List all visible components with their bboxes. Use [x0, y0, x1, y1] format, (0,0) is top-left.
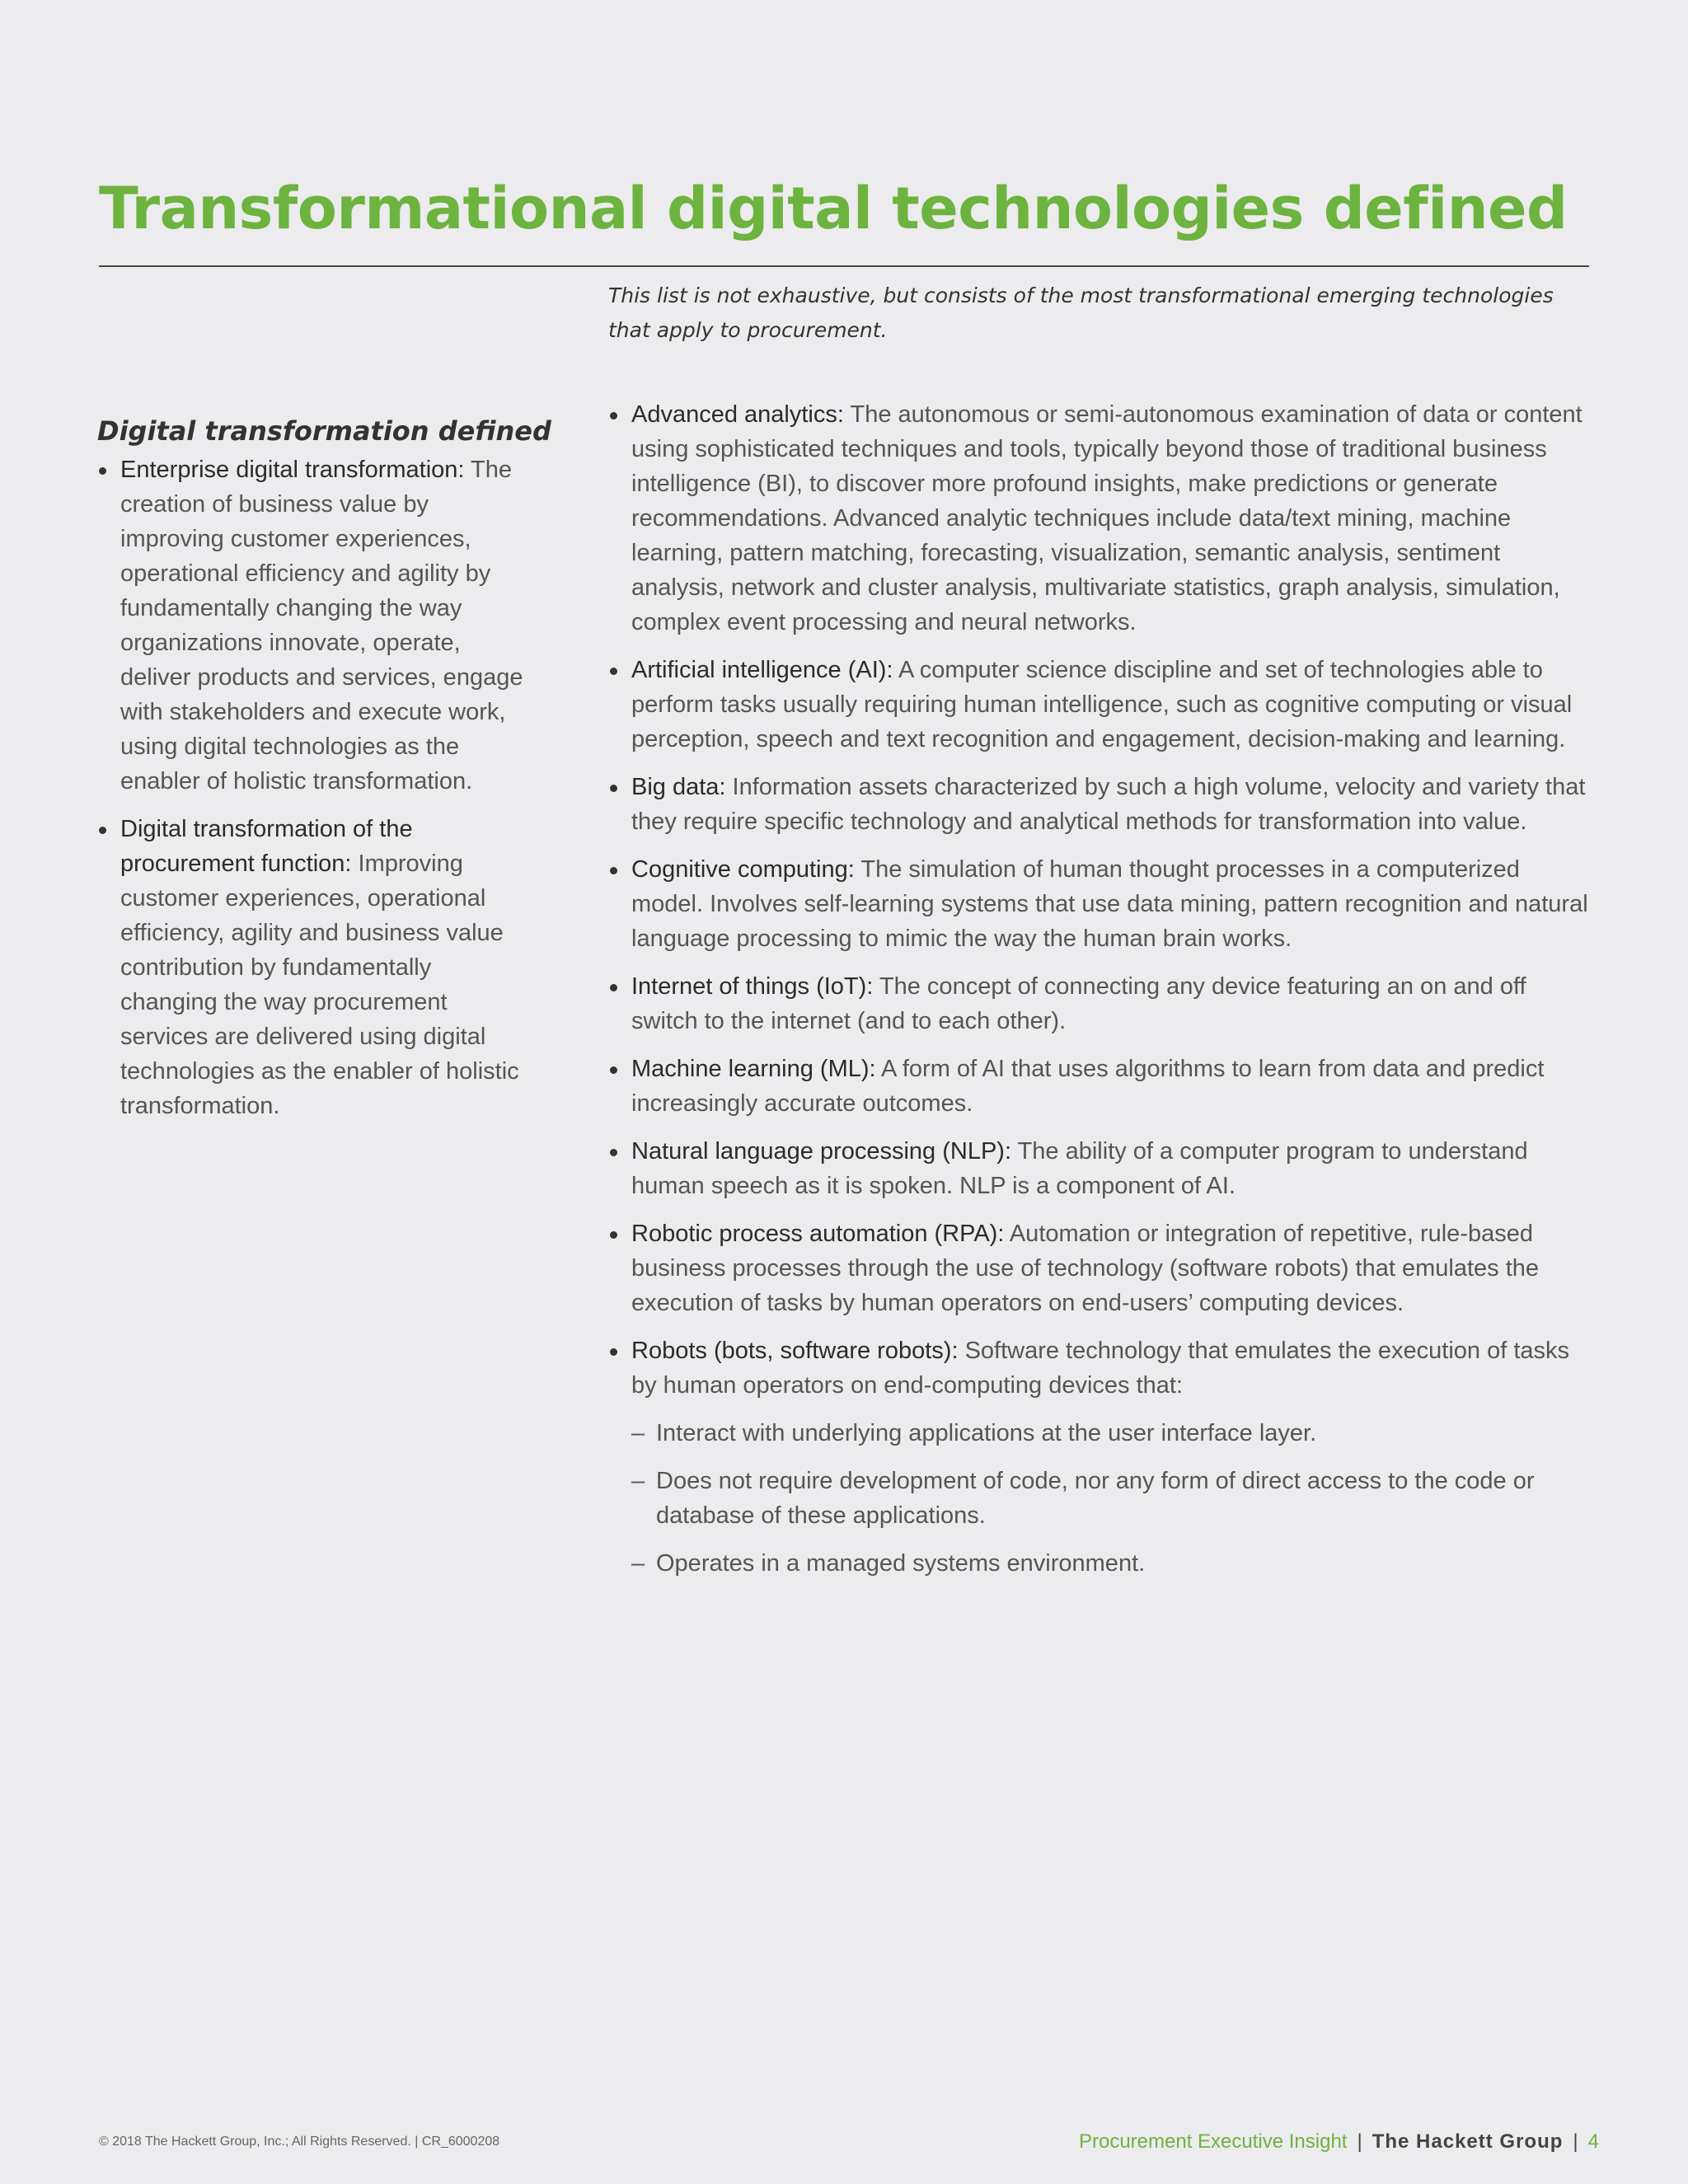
technology-term: Robotic process automation (RPA): [631, 1221, 1005, 1247]
technology-item-iot [608, 969, 1589, 1038]
definition-item-procurement [97, 812, 526, 1123]
technology-text: The concept of connecting any device featuring an on and off switch to the internet (and to each other). [631, 973, 1526, 1034]
sublist-item: – Does not require development of code, nor any form of direct access to the code or database of these applications. [631, 1464, 1589, 1533]
page-footer [1079, 2130, 1599, 2154]
definition-term: Digital transformation of the procurement function: [120, 816, 413, 877]
page-title: Transformational digital technologies defined [99, 175, 1568, 242]
technology-item-nlp [608, 1134, 1589, 1203]
technology-item-big-data [608, 770, 1589, 839]
page-number: 4 [1587, 2130, 1599, 2153]
footer-separator: | [1573, 2130, 1578, 2153]
technology-term: Artificial intelligence (AI): [631, 657, 893, 683]
sublist-item: – Operates in a managed systems environment. [631, 1546, 1589, 1581]
footer-separator: | [1357, 2130, 1362, 2153]
technology-term: Cognitive computing: [631, 856, 855, 883]
intro-note: This list is not exhaustive, but consists of the most transformational emerging technologies that apply to procurement. [608, 284, 1554, 342]
technology-text: The ability of a computer program to understand human speech as it is spoken. NLP is a component of AI. [631, 1138, 1528, 1199]
technology-text: The simulation of human thought processes in a computerized model. Involves self-learning systems that use data mining, pattern recognition and natural language processing to mimic the way the human brain works. [631, 856, 1588, 952]
technology-term: Advanced analytics: [631, 401, 844, 428]
technology-term: Machine learning (ML): [631, 1056, 876, 1082]
robots-sublist [631, 1416, 1589, 1581]
definition-term: Enterprise digital transformation: [120, 457, 465, 483]
technology-text: A computer science discipline and set of technologies able to perform tasks usually requiring human intelligence, such as cognitive computing or visual perception, speech and text recognition and engagement, decision-making and learning. [631, 657, 1573, 752]
technology-item-rpa [608, 1216, 1589, 1320]
technology-text: Software technology that emulates the execution of tasks by human operators on end-computing devices that: [631, 1338, 1570, 1399]
technology-text: A form of AI that uses algorithms to learn from data and predict increasingly accurate outcomes. [631, 1056, 1545, 1117]
title-divider [99, 265, 1589, 267]
company-name: The Hackett Group [1372, 2130, 1564, 2153]
technology-text: The autonomous or semi-autonomous examination of data or content using sophisticated techniques and tools, typically beyond those of traditional business intelligence (BI), to discover more profound insights, make predictions or generate recommendations. Advanced analytic techniques include data/text mining, machine learning, pattern matching, forecasting, visualization, semantic analysis, sentiment analysis, network and cluster analysis, multivariate statistics, graph analysis, simulation, complex event processing and neural networks. [631, 401, 1582, 635]
technology-text: Automation or integration of repetitive, rule-based business processes through the use of technology (software robots) that emulates the execution of tasks by human operators on end-users’ computing devices. [631, 1221, 1540, 1316]
definition-item-enterprise [97, 452, 526, 799]
sublist-item: – Interact with underlying applications at the user interface layer. [631, 1416, 1589, 1451]
technology-term: Natural language processing (NLP): [631, 1138, 1012, 1165]
technology-text: Information assets characterized by such a high volume, velocity and variety that they require specific technology and analytical methods for transformation into value. [631, 774, 1586, 835]
technology-item-machine-learning [608, 1052, 1589, 1121]
technology-definitions [608, 397, 1589, 1594]
copyright-notice: © 2018 The Hackett Group, Inc.; All Rights Reserved. | CR_6000208 [99, 2135, 500, 2149]
technology-term: Robots (bots, software robots): [631, 1338, 959, 1364]
technology-term: Internet of things (IoT): [631, 973, 874, 1000]
definition-text: The creation of business value by improving customer experiences, operational efficiency and agility by fundamentally changing the way organizations innovate, operate, deliver products and services, engage with stakeholders and execute work, using digital technologies as the enabler of holistic transformation. [120, 457, 523, 794]
technology-item-advanced-analytics [608, 397, 1589, 640]
technology-item-ai [608, 653, 1589, 757]
technology-list [608, 397, 1589, 1581]
publication-name: Procurement Executive Insight [1078, 2130, 1348, 2153]
section-heading: Digital transformation defined [97, 415, 551, 447]
technology-term: Big data: [631, 774, 726, 800]
definition-text: Improving customer experiences, operational efficiency, agility and business value contribution by fundamentally changing the way procurement services are delivered using digital technologies as the enabler of holistic transformation. [120, 851, 519, 1119]
definition-list [97, 452, 526, 1123]
digital-transformation-section [97, 415, 551, 1137]
technology-item-cognitive-computing [608, 852, 1589, 956]
technology-item-robots [608, 1333, 1589, 1581]
